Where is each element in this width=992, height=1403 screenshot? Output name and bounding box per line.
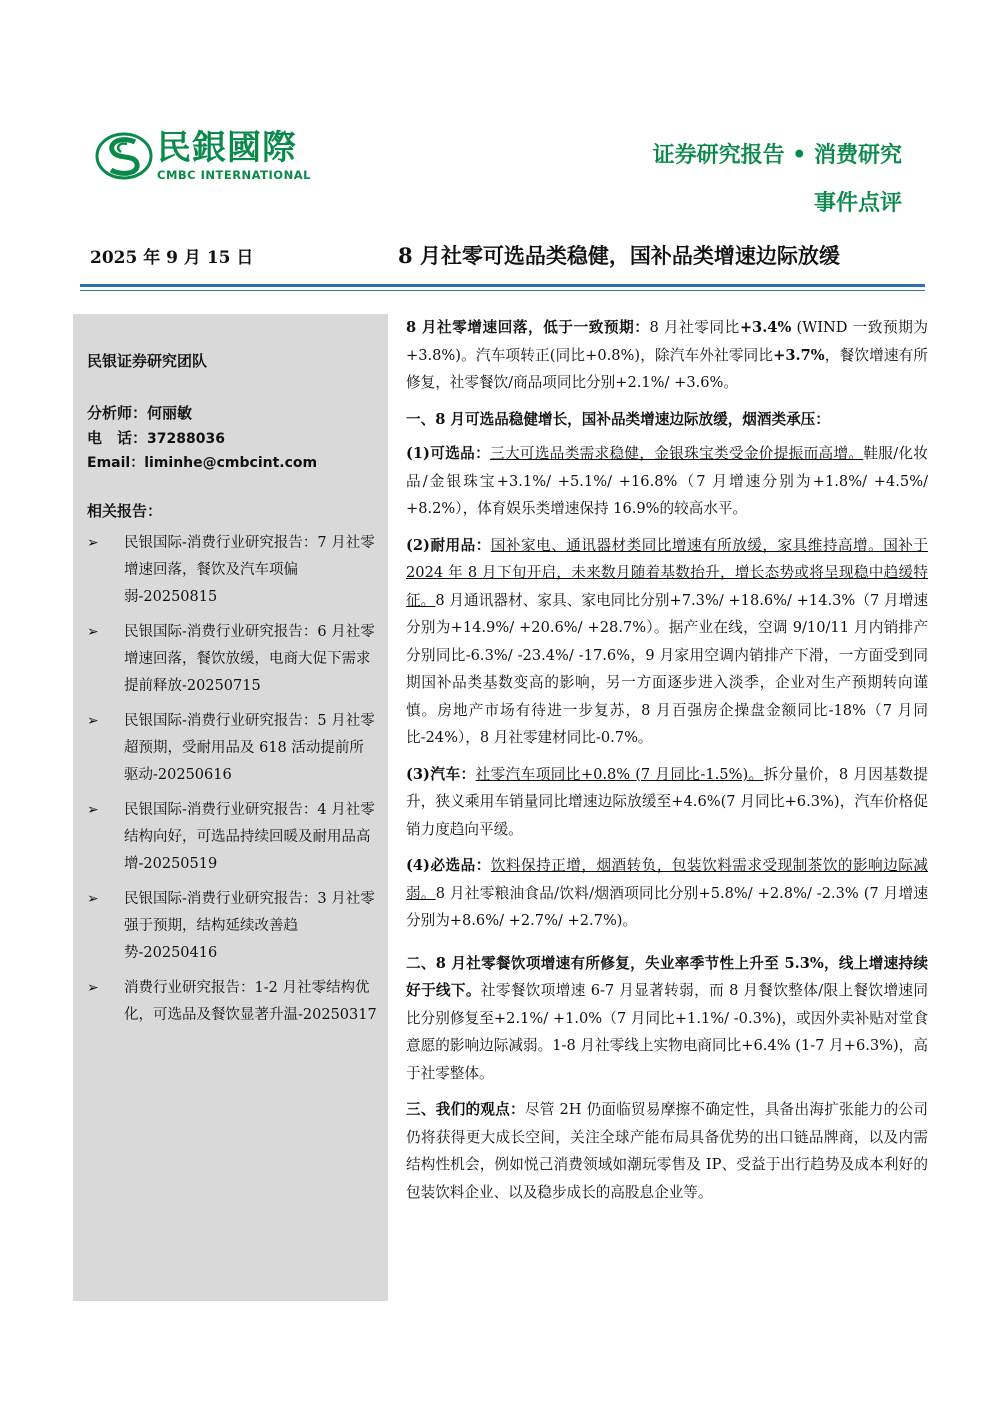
phone-number: 37288036 (147, 431, 225, 447)
summary-value-2: +3.7% (773, 346, 825, 364)
main-content (406, 314, 928, 1215)
summary-paragraph (406, 314, 928, 397)
auto-highlight: 社零汽车项同比+0.8% (7 月同比-1.5%)。 (475, 765, 764, 783)
analyst-line (87, 402, 192, 423)
logo-chinese-name: 民銀國際 (157, 128, 297, 168)
summary-text-3: ，餐饮增速有所修复，社零餐饮/商品项同比分别+2.1%/ +3.6%。 (406, 346, 928, 391)
email-label: Email： (87, 455, 145, 471)
section-3-paragraph (406, 1096, 928, 1206)
arrow-bullet-icon: ➢ (87, 980, 99, 996)
staples-paragraph (406, 852, 928, 935)
section-3-lead: 三、我们的观点： (406, 1101, 525, 1118)
durables-text: 8 月通讯器材、家具、家电同比分别+7.3%/ +18.6%/ +14.3%（7 月增速分别为+14.9%/ +20.6%/ +28.7%）。据产业在线，空调 9/10/11 月内销排产分别同比-6.3%/ -23.4%/ -17.6%，9 月家用空调内销排产下滑，一方面受到同期国补品类基数变高的影响，另一方面逐步进入淡季，企业对生产预期转向谨慎。房地产市场有待进一步复苏，8 月百强房企操盘金额同比-18%（7 月同比-24%），8 月社零建材同比-0.7%。 (406, 591, 928, 746)
staples-lead: (4)必选品： (406, 857, 491, 874)
report-type: 证券研究报告 • 消费研究 (652, 142, 902, 168)
related-report-item[interactable] (87, 530, 377, 611)
discretionary-paragraph (406, 440, 928, 523)
header-rule-thick (80, 284, 925, 287)
analyst-name: 何丽敏 (147, 404, 193, 422)
related-report-item[interactable] (87, 797, 377, 878)
related-report-text: 民银国际-消费行业研究报告：5 月社零超预期，受耐用品及 618 活动提前所驱动-20250616 (124, 713, 375, 783)
related-report-text: 民银国际-消费行业研究报告：6 月社零增速回落，餐饮放缓，电商大促下需求提前释放-20250715 (124, 624, 375, 694)
discretionary-lead: (1)可选品： (406, 445, 491, 462)
related-report-item[interactable] (87, 975, 377, 1029)
durables-highlight: 国补家电、通讯器材类同比增速有所放缓，家具维持高增。国补于 2024 年 8 月下旬开启，未来数月随着基数抬升，增长态势或将呈现稳中趋缓特征。 (406, 536, 928, 609)
logo-english-name: CMBC INTERNATIONAL (157, 168, 311, 182)
section-2-paragraph (406, 950, 928, 1088)
logo-mark-icon (95, 130, 153, 182)
report-subtype: 事件点评 (813, 190, 902, 216)
summary-text-1: 8 月社零同比 (649, 319, 740, 336)
related-report-item[interactable] (87, 886, 377, 967)
related-report-text: 民银国际-消费行业研究报告：7 月社零增速回落，餐饮及汽车项偏弱-20250815 (124, 535, 375, 605)
arrow-bullet-icon: ➢ (87, 535, 99, 551)
related-report-item[interactable] (87, 619, 377, 700)
related-report-item[interactable] (87, 708, 377, 789)
durables-paragraph (406, 532, 928, 752)
discretionary-text: 鞋服/化妆品/金银珠宝+3.1%/ +5.1%/ +16.8%（7 月增速分别为+1.8%/ +4.5%/ +8.2%），体育娱乐类增速保持 16.9%的较高水平。 (406, 445, 928, 517)
section-2-lead: 二、8 月社零餐饮项增速有所修复，失业率季节性上升至 5.3%，线上增速持续好于线下。 (406, 954, 928, 999)
related-report-text: 民银国际-消费行业研究报告：4 月社零结构向好，可选品持续回暖及耐用品高增-20250519 (124, 802, 375, 872)
staples-highlight: 饮料保持正增，烟酒转负，包装饮料需求受现制茶饮的影响边际减弱。 (406, 857, 928, 902)
report-date: 2025 年 9 月 15 日 (90, 248, 254, 268)
section-1-heading: 一、8 月可选品稳健增长，国补品类增速边际放缓，烟酒类承压： (406, 410, 830, 428)
discretionary-highlight: 三大可选品类需求稳健，金银珠宝类受金价提振而高增。 (490, 445, 864, 462)
related-reports-title: 相关报告： (87, 502, 163, 520)
research-team: 民银证券研究团队 (87, 352, 208, 370)
email-address[interactable]: liminhe@cmbcint.com (144, 455, 318, 471)
auto-text: 拆分量价，8 月因基数提升，狭义乘用车销量同比增速边际放缓至+4.6%(7 月同比+6.3%)，汽车价格促销力度趋向平缓。 (406, 765, 928, 838)
auto-lead: (3)汽车： (406, 765, 476, 783)
arrow-bullet-icon: ➢ (87, 891, 99, 907)
section-2-text: 社零餐饮项增速 6-7 月显著转弱，而 8 月餐饮整体/限上餐饮增速同比分别修复至+2.1%/ +1.0%（7 月同比+1.1%/ -0.3%)，或因外卖补贴对堂食意愿的影响边际减弱。1-8 月社零线上实物电商同比+6.4% (1-7 月+6.3%)，高于社零整体。 (406, 982, 928, 1082)
header-rule-thin (80, 290, 925, 291)
phone-line (87, 427, 225, 448)
arrow-bullet-icon: ➢ (87, 713, 99, 729)
related-report-text: 民银国际-消费行业研究报告：3 月社零强于预期，结构延续改善趋势-20250416 (124, 891, 375, 961)
durables-lead: (2)耐用品： (406, 536, 491, 554)
summary-lead: 8 月社零增速回落，低于一致预期： (406, 319, 650, 336)
summary-value-1: +3.4% (739, 319, 792, 336)
report-title: 8 月社零可选品类稳健，国补品类增速边际放缓 (398, 243, 840, 268)
analyst-label: 分析师： (87, 404, 148, 422)
summary-text-2: (WIND 一致预期为+3.8%)。汽车项转正(同比+0.8%)，除汽车外社零同比 (406, 319, 928, 364)
arrow-bullet-icon: ➢ (87, 624, 99, 640)
section-3-text: 尽管 2H 仍面临贸易摩擦不确定性，具备出海扩张能力的公司仍将获得更大成长空间，关注全球产能布局具备优势的出口链品牌商，以及内需结构性机会，例如悦己消费领域如潮玩零售及 IP、受益于出行趋势及成本利好的包装饮料企业、以及稳步成长的高股息企业等。 (406, 1101, 928, 1201)
auto-paragraph (406, 761, 928, 844)
related-reports-list (87, 530, 377, 1037)
arrow-bullet-icon: ➢ (87, 802, 99, 818)
related-report-text: 消费行业研究报告：1-2 月社零结构优化，可选品及餐饮显著升温-20250317 (124, 980, 377, 1023)
email-line (87, 452, 317, 472)
cmbc-international-logo (95, 128, 345, 188)
staples-text: 8 月社零粮油食品/饮料/烟酒项同比分别+5.8%/ +2.8%/ -2.3% (7 月增速分别为+8.6%/ +2.7%/ +2.7%)。 (406, 884, 928, 929)
phone-label: 电 话： (87, 429, 148, 447)
sidebar (73, 314, 388, 1301)
